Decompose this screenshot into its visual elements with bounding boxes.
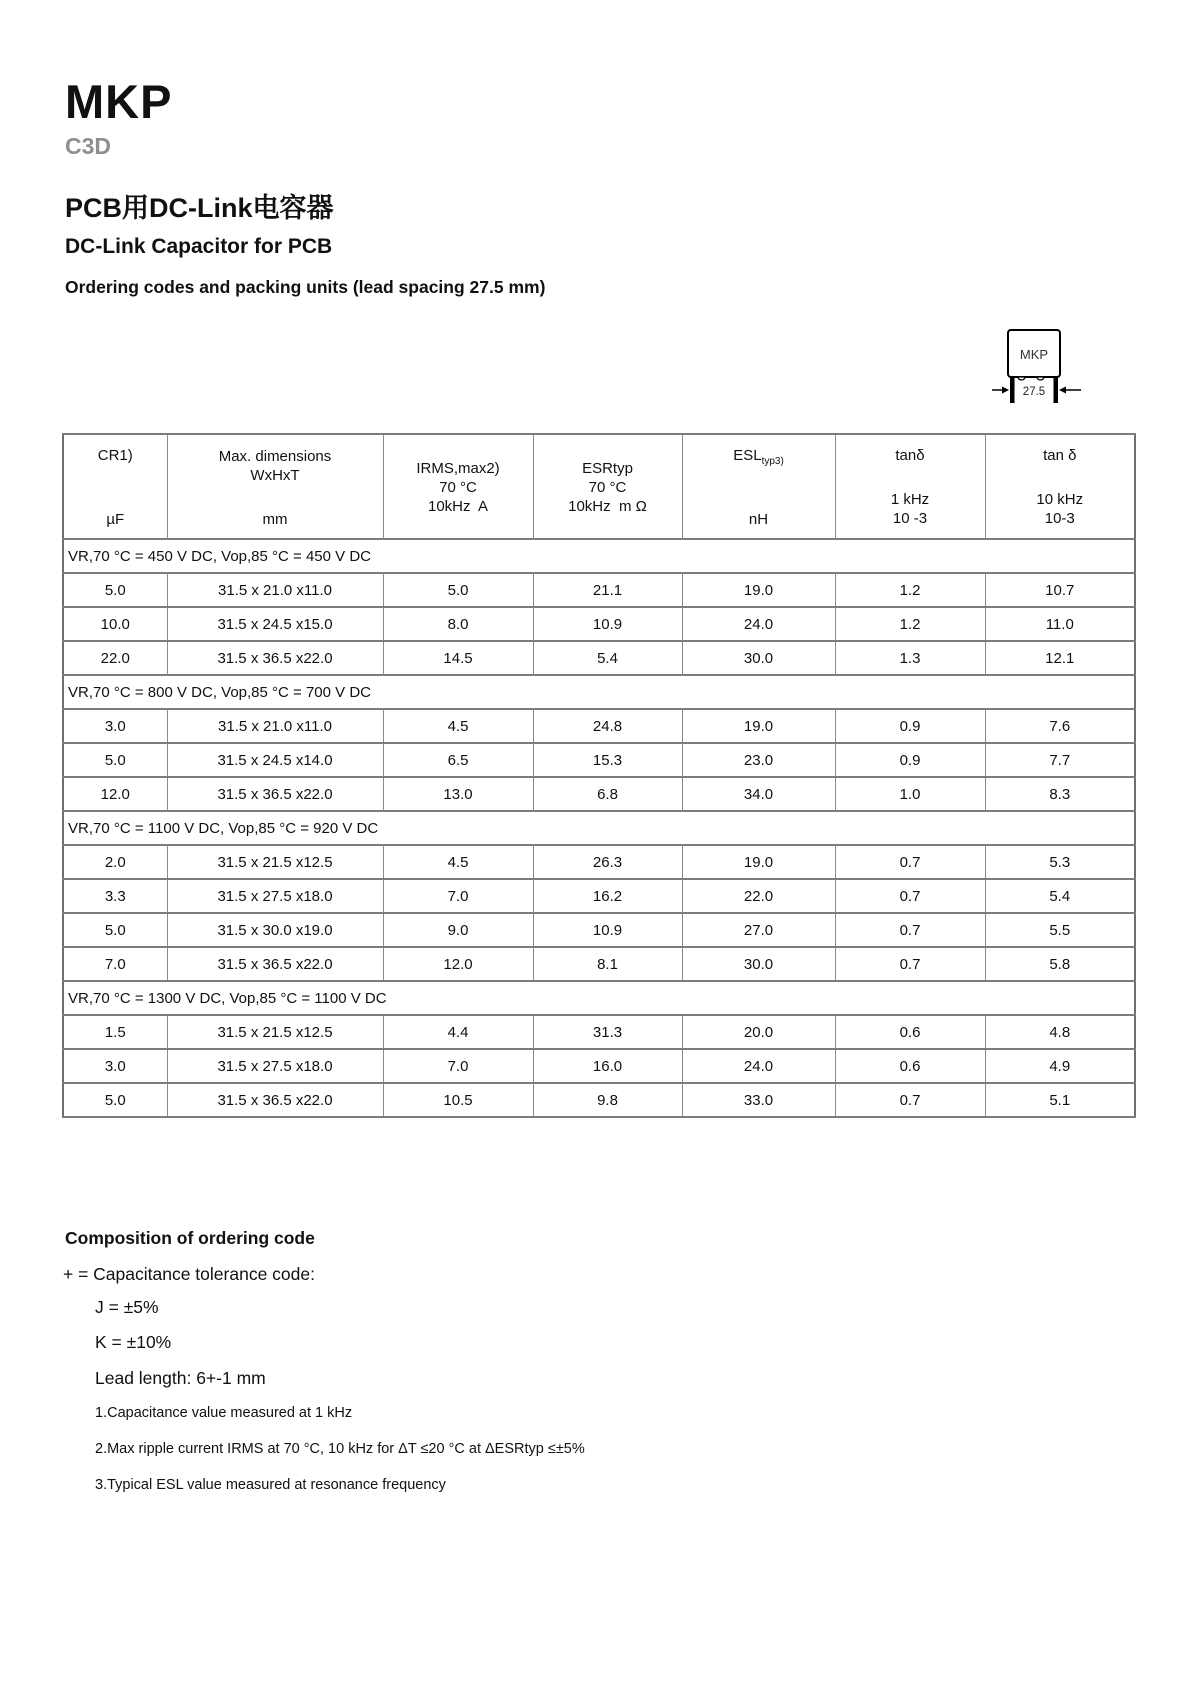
cell: 31.5 x 36.5 x22.0 xyxy=(167,777,383,811)
page-title: MKP xyxy=(65,75,173,128)
tolerance-intro: + = Capacitance tolerance code: xyxy=(63,1264,315,1284)
col-header-esr: ESRtyp 70 °C 10kHz m Ω xyxy=(533,434,682,539)
table-row xyxy=(63,1083,1135,1117)
cell: 34.0 xyxy=(682,777,835,811)
cell: 19.0 xyxy=(682,845,835,879)
product-title-cn: PCB用DC-Link电容器 xyxy=(65,193,334,223)
cell: 31.5 x 21.5 x12.5 xyxy=(167,845,383,879)
table-header-row xyxy=(63,434,1135,539)
cell: 1.2 xyxy=(835,607,985,641)
cell: 11.0 xyxy=(985,607,1135,641)
cell: 31.5 x 30.0 x19.0 xyxy=(167,913,383,947)
cell: 5.5 xyxy=(985,913,1135,947)
cell: 8.0 xyxy=(383,607,533,641)
cell: 0.9 xyxy=(835,743,985,777)
cell: 7.6 xyxy=(985,709,1135,743)
cell: 4.5 xyxy=(383,709,533,743)
cell: 5.0 xyxy=(63,1083,167,1117)
ordering-codes-table xyxy=(62,433,1136,1118)
cell: 22.0 xyxy=(63,641,167,675)
table-row xyxy=(63,641,1135,675)
cell: 5.8 xyxy=(985,947,1135,981)
cell: 15.3 xyxy=(533,743,682,777)
col-header-cr: CR1) µF xyxy=(63,434,167,539)
product-title-en: DC-Link Capacitor for PCB xyxy=(65,235,333,258)
cell: 4.4 xyxy=(383,1015,533,1049)
table-row xyxy=(63,947,1135,981)
table-row xyxy=(63,777,1135,811)
cell: 7.0 xyxy=(383,879,533,913)
header-block xyxy=(65,75,334,259)
cell: 1.5 xyxy=(63,1015,167,1049)
cell: 0.6 xyxy=(835,1049,985,1083)
cell: 10.0 xyxy=(63,607,167,641)
cell: 31.3 xyxy=(533,1015,682,1049)
tolerance-code-j: J = ±5% xyxy=(95,1297,159,1317)
cell: 10.9 xyxy=(533,913,682,947)
tolerance-code-k: K = ±10% xyxy=(95,1332,172,1352)
cell: 33.0 xyxy=(682,1083,835,1117)
cell: 31.5 x 36.5 x22.0 xyxy=(167,947,383,981)
cell: 7.0 xyxy=(383,1049,533,1083)
cell: 4.5 xyxy=(383,845,533,879)
cell: 31.5 x 36.5 x22.0 xyxy=(167,641,383,675)
cell: 16.0 xyxy=(533,1049,682,1083)
footnote-1: 1.Capacitance value measured at 1 kHz xyxy=(95,1405,353,1421)
table-section-header: VR,70 °C = 450 V DC, Vop,85 °C = 450 V DC xyxy=(63,539,1135,573)
cell: 8.3 xyxy=(985,777,1135,811)
table-row xyxy=(63,913,1135,947)
cell: 3.0 xyxy=(63,709,167,743)
cell: 1.2 xyxy=(835,573,985,607)
col-header-irms: IRMS,max2) 70 °C 10kHz A xyxy=(383,434,533,539)
table-row xyxy=(63,573,1135,607)
cell: 7.0 xyxy=(63,947,167,981)
cell: 13.0 xyxy=(383,777,533,811)
table-row xyxy=(63,743,1135,777)
cell: 5.0 xyxy=(383,573,533,607)
cell: 1.0 xyxy=(835,777,985,811)
cell: 31.5 x 24.5 x15.0 xyxy=(167,607,383,641)
cell: 12.0 xyxy=(63,777,167,811)
table-row xyxy=(63,607,1135,641)
composition-heading: Composition of ordering code xyxy=(65,1228,315,1248)
cell: 5.4 xyxy=(533,641,682,675)
cell: 26.3 xyxy=(533,845,682,879)
cell: 5.1 xyxy=(985,1083,1135,1117)
lead-length-note: Lead length: 6+-1 mm xyxy=(95,1368,266,1388)
cell: 20.0 xyxy=(682,1015,835,1049)
cell: 9.0 xyxy=(383,913,533,947)
cell: 30.0 xyxy=(682,641,835,675)
cell: 0.7 xyxy=(835,947,985,981)
table-section-header: VR,70 °C = 800 V DC, Vop,85 °C = 700 V DC xyxy=(63,675,1135,709)
cell: 2.0 xyxy=(63,845,167,879)
cell: 0.9 xyxy=(835,709,985,743)
cell: 5.3 xyxy=(985,845,1135,879)
cell: 21.1 xyxy=(533,573,682,607)
table-section-header: VR,70 °C = 1300 V DC, Vop,85 °C = 1100 V DC xyxy=(63,981,1135,1015)
col-header-dimensions: Max. dimensions WxHxT mm xyxy=(167,434,383,539)
table-row xyxy=(63,1015,1135,1049)
table-row xyxy=(63,1049,1135,1083)
col-header-tand-10khz: tan δ 10 kHz 10-3 xyxy=(985,434,1135,539)
cell: 24.0 xyxy=(682,607,835,641)
table-row xyxy=(63,845,1135,879)
cell: 31.5 x 24.5 x14.0 xyxy=(167,743,383,777)
footnote-2: 2.Max ripple current IRMS at 70 °C, 10 kHz for ΔT ≤20 °C at ΔESRtyp ≤±5% xyxy=(95,1441,585,1457)
diagram-label: MKP xyxy=(1019,347,1049,362)
footnote-3: 3.Typical ESL value measured at resonance frequency xyxy=(95,1477,446,1493)
cell: 31.5 x 21.0 x11.0 xyxy=(167,709,383,743)
cell: 0.7 xyxy=(835,1083,985,1117)
cell: 27.0 xyxy=(682,913,835,947)
col-header-esl: $ESL_{typ3)}$ nH xyxy=(682,434,835,539)
cell: 8.1 xyxy=(533,947,682,981)
cell: 9.8 xyxy=(533,1083,682,1117)
cell: 3.0 xyxy=(63,1049,167,1083)
cell: 6.8 xyxy=(533,777,682,811)
cell: 16.2 xyxy=(533,879,682,913)
capacitor-outline-icon xyxy=(990,326,1085,411)
cell: 5.0 xyxy=(63,743,167,777)
cell: 1.3 xyxy=(835,641,985,675)
cell: 10.7 xyxy=(985,573,1135,607)
table-section-header: VR,70 °C = 1100 V DC, Vop,85 °C = 920 V DC xyxy=(63,811,1135,845)
cell: 12.1 xyxy=(985,641,1135,675)
cell: 30.0 xyxy=(682,947,835,981)
cell: 12.0 xyxy=(383,947,533,981)
col-header-tand-1khz: tanδ 1 kHz 10 -3 xyxy=(835,434,985,539)
cell: 0.6 xyxy=(835,1015,985,1049)
table-row xyxy=(63,879,1135,913)
cell: 22.0 xyxy=(682,879,835,913)
cell: 10.5 xyxy=(383,1083,533,1117)
capacitor-diagram xyxy=(990,326,1085,416)
table-row xyxy=(63,709,1135,743)
cell: 24.0 xyxy=(682,1049,835,1083)
cell: 6.5 xyxy=(383,743,533,777)
cell: 31.5 x 27.5 x18.0 xyxy=(167,1049,383,1083)
cell: 5.0 xyxy=(63,573,167,607)
cell: 5.0 xyxy=(63,913,167,947)
cell: 5.4 xyxy=(985,879,1135,913)
ordering-codes-heading: Ordering codes and packing units (lead spacing 27.5 mm) xyxy=(65,277,546,297)
cell: 31.5 x 21.5 x12.5 xyxy=(167,1015,383,1049)
cell: 10.9 xyxy=(533,607,682,641)
cell: 31.5 x 27.5 x18.0 xyxy=(167,879,383,913)
cell: 4.8 xyxy=(985,1015,1135,1049)
cell: 14.5 xyxy=(383,641,533,675)
diagram-dimension: 27.5 xyxy=(1022,386,1046,398)
cell: 0.7 xyxy=(835,845,985,879)
cell: 3.3 xyxy=(63,879,167,913)
cell: 24.8 xyxy=(533,709,682,743)
cell: 7.7 xyxy=(985,743,1135,777)
cell: 0.7 xyxy=(835,879,985,913)
cell: 31.5 x 21.0 x11.0 xyxy=(167,573,383,607)
cell: 23.0 xyxy=(682,743,835,777)
cell: 0.7 xyxy=(835,913,985,947)
cell: 19.0 xyxy=(682,709,835,743)
series-code: C3D xyxy=(65,133,112,159)
cell: 19.0 xyxy=(682,573,835,607)
cell: 31.5 x 36.5 x22.0 xyxy=(167,1083,383,1117)
cell: 4.9 xyxy=(985,1049,1135,1083)
